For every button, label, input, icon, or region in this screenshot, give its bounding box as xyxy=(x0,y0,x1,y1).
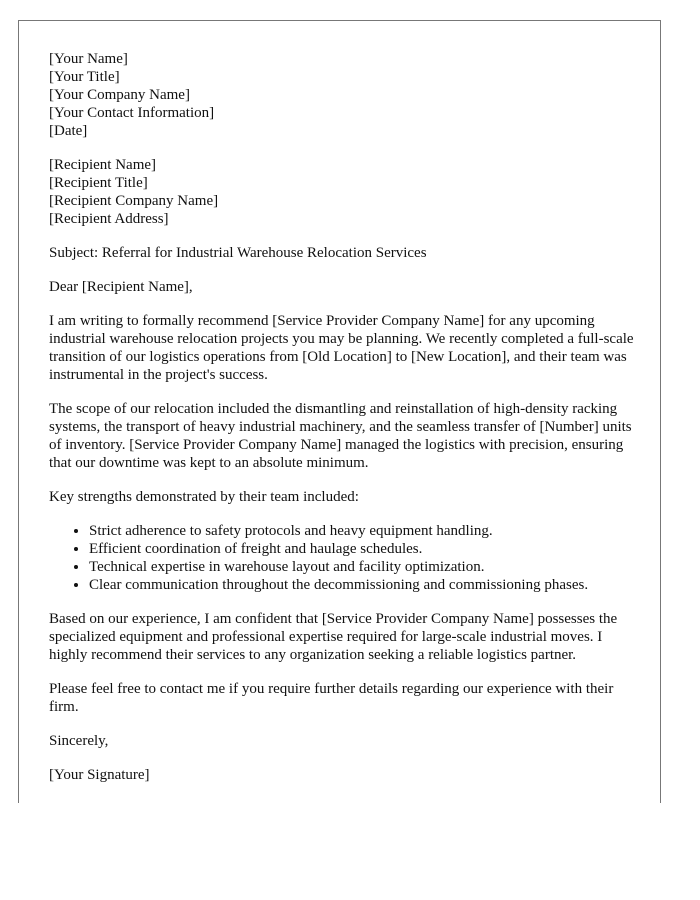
list-item: • Strict adherence to safety protocols and heavy equipment handling. xyxy=(89,522,636,540)
recipient-company: [Recipient Company Name] xyxy=(49,193,219,209)
list-item: • Technical expertise in warehouse layout and facility optimization. xyxy=(89,558,636,576)
body-paragraph-recommendation: Based on our experience, I am confident that [Service Provider Company Name] possesses the specialized equipment and professional expertise required for large-scale industrial moves. I highly recommend their services to any organization seeking a reliable logistics partner. xyxy=(49,611,618,663)
sender-title: [Your Title] xyxy=(49,69,120,85)
sender-name: [Your Name] xyxy=(49,51,128,67)
recipient-name: [Recipient Name] xyxy=(49,157,157,173)
signature: [Your Signature] xyxy=(49,767,150,783)
list-item: • Clear communication throughout the decommissioning and commissioning phases. xyxy=(89,576,636,594)
sender-block xyxy=(49,50,636,140)
letter-date: [Date] xyxy=(49,123,88,139)
recipient-address: [Recipient Address] xyxy=(49,211,169,227)
sender-contact: [Your Contact Information] xyxy=(49,105,215,121)
body-paragraph-contact: Please feel free to contact me if you require further details regarding our experience with their firm. xyxy=(49,681,614,715)
body-paragraph-strengths-intro: Key strengths demonstrated by their team included: xyxy=(49,489,359,505)
subject-line: Subject: Referral for Industrial Warehouse Relocation Services xyxy=(49,245,427,261)
body-paragraph-intro: I am writing to formally recommend [Service Provider Company Name] for any upcoming industrial warehouse relocation projects you may be planning. We recently completed a full-scale transition of our logistics operations from [Old Location] to [New Location], and their team was instrumental in the project's success. xyxy=(49,313,634,383)
body-paragraph-scope: The scope of our relocation included the dismantling and reinstallation of high-density racking systems, the transport of heavy industrial machinery, and the seamless transfer of [Number] units of inventory. [Service Provider Company Name] managed the logistics with precision, ensuring that our downtime was kept to an absolute minimum. xyxy=(49,401,632,471)
salutation: Dear [Recipient Name], xyxy=(49,279,193,295)
list-item: • Efficient coordination of freight and haulage schedules. xyxy=(89,540,636,558)
recipient-block xyxy=(49,156,636,228)
recipient-title: [Recipient Title] xyxy=(49,175,148,191)
sender-company: [Your Company Name] xyxy=(49,87,190,103)
letter-page xyxy=(18,20,661,803)
signoff: Sincerely, xyxy=(49,733,109,749)
strengths-list xyxy=(49,522,636,594)
